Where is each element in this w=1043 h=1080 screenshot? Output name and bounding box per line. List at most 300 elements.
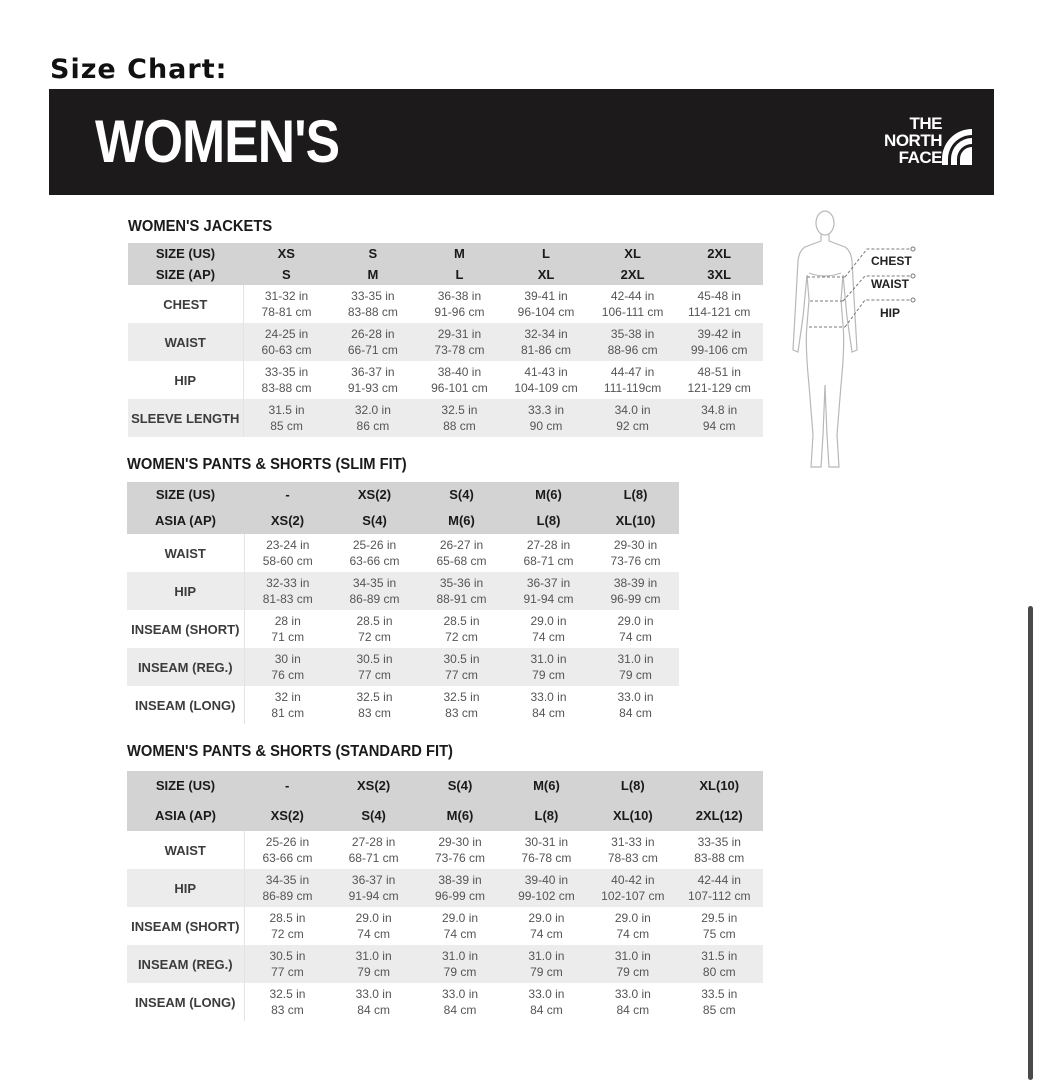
header-label: ASIA (AP)	[127, 801, 244, 831]
inches-value: 30.5 in	[269, 949, 306, 963]
size-header-cell: L(8)	[590, 771, 676, 801]
size-header-cell: XS	[243, 243, 330, 264]
slim-fit-size-table	[127, 482, 679, 724]
inches-value: 29.0 in	[442, 911, 479, 925]
measurement-cell	[330, 983, 416, 1021]
measurement-cell	[244, 572, 331, 610]
table-body	[127, 534, 679, 724]
inches-value: 32-33 in	[266, 576, 310, 590]
size-header-cell: XS(2)	[331, 482, 418, 508]
centimeters-value: 83 cm	[358, 706, 391, 720]
centimeters-value: 81-86 cm	[521, 343, 572, 357]
measurement-cell	[503, 945, 589, 983]
centimeters-value: 102-107 cm	[601, 889, 665, 903]
measurement-cell	[418, 572, 505, 610]
inches-value: 39-42 in	[697, 327, 741, 341]
inches-value: 38-40 in	[437, 365, 482, 379]
centimeters-value: 83 cm	[445, 706, 478, 720]
centimeters-value: 104-109 cm	[514, 381, 578, 395]
inches-value: 42-44 in	[610, 289, 655, 303]
centimeters-value: 88-91 cm	[436, 592, 487, 606]
centimeters-value: 86-89 cm	[349, 592, 400, 606]
size-header-cell: L(8)	[503, 801, 589, 831]
measurement-cell	[676, 983, 762, 1021]
inches-value: 36-37 in	[526, 576, 571, 590]
measurement-cell	[505, 648, 592, 686]
table-row	[128, 361, 763, 399]
measurement-cell	[417, 983, 503, 1021]
inches-value: 33.0 in	[442, 987, 479, 1001]
centimeters-value: 88-96 cm	[607, 343, 658, 357]
measurement-label: WAIST	[127, 534, 244, 572]
measurement-cell	[676, 323, 763, 361]
half-dome-icon	[940, 119, 974, 167]
header-row	[128, 264, 763, 285]
measurement-cell	[589, 285, 676, 323]
logo-line: FACE	[898, 148, 942, 167]
size-header-cell: L(8)	[505, 508, 592, 534]
centimeters-value: 83-88 cm	[694, 851, 745, 865]
size-header-cell: L	[416, 264, 503, 285]
centimeters-value: 83-88 cm	[347, 305, 398, 319]
size-header-cell: S(4)	[417, 771, 503, 801]
size-header-cell: XS(2)	[244, 508, 331, 534]
brand-logo	[839, 113, 974, 173]
inches-value: 25-26 in	[265, 835, 310, 849]
centimeters-value: 71 cm	[271, 630, 305, 644]
measurement-label: HIP	[127, 572, 244, 610]
centimeters-value: 72 cm	[271, 927, 304, 941]
centimeters-value: 72 cm	[358, 630, 391, 644]
centimeters-value: 74 cm	[443, 927, 477, 941]
measurement-label: INSEAM (SHORT)	[127, 610, 244, 648]
measurement-cell	[503, 323, 590, 361]
centimeters-value: 91-94 cm	[348, 889, 399, 903]
centimeters-value: 84 cm	[616, 1003, 650, 1017]
measurement-cell	[418, 686, 505, 724]
centimeters-value: 73-78 cm	[434, 343, 485, 357]
centimeters-value: 96-104 cm	[517, 305, 575, 319]
measurement-cell	[505, 534, 592, 572]
size-header-cell: L(8)	[592, 482, 679, 508]
measurement-cell	[330, 945, 416, 983]
table-row	[127, 610, 679, 648]
inches-value: 48-51 in	[697, 365, 741, 379]
body-measurement-diagram	[785, 205, 925, 475]
header-label: ASIA (AP)	[127, 508, 244, 534]
inches-value: 34-35 in	[352, 576, 397, 590]
centimeters-value: 80 cm	[702, 965, 736, 979]
size-header-cell: M(6)	[418, 508, 505, 534]
inches-value: 30 in	[274, 652, 301, 666]
size-header-cell: 2XL	[676, 243, 763, 264]
centimeters-value: 75 cm	[702, 927, 736, 941]
chest-label: CHEST	[871, 254, 912, 268]
centimeters-value: 76 cm	[271, 668, 305, 682]
inches-value: 35-38 in	[610, 327, 655, 341]
inches-value: 35-36 in	[439, 576, 484, 590]
table-row	[128, 285, 763, 323]
jackets-size-table	[128, 243, 763, 437]
measurement-cell	[503, 285, 590, 323]
measurement-cell	[590, 907, 676, 945]
size-header-cell: S(4)	[331, 508, 418, 534]
centimeters-value: 74 cm	[616, 927, 650, 941]
measurement-cell	[244, 648, 331, 686]
measurement-cell	[503, 361, 590, 399]
size-header-cell: S	[243, 264, 330, 285]
centimeters-value: 73-76 cm	[610, 554, 661, 568]
centimeters-value: 121-129 cm	[687, 381, 751, 395]
inches-value: 32.0 in	[354, 403, 391, 417]
inches-value: 31.0 in	[617, 652, 654, 666]
measurement-cell	[589, 323, 676, 361]
size-header-cell: XL(10)	[676, 771, 762, 801]
size-header-cell: XS(2)	[330, 771, 416, 801]
measurement-cell	[503, 907, 589, 945]
inches-value: 30.5 in	[356, 652, 393, 666]
centimeters-value: 96-99 cm	[435, 889, 486, 903]
measurement-cell	[244, 534, 331, 572]
brand-banner	[49, 89, 994, 195]
centimeters-value: 107-112 cm	[688, 889, 751, 903]
size-header-cell: XL	[589, 243, 676, 264]
measurement-cell	[676, 869, 762, 907]
centimeters-value: 68-71 cm	[348, 851, 399, 865]
measurement-cell	[417, 945, 503, 983]
centimeters-value: 111-119cm	[603, 381, 662, 395]
size-header-cell: 2XL	[589, 264, 676, 285]
inches-value: 32.5 in	[443, 690, 480, 704]
inches-value: 33.0 in	[617, 690, 654, 704]
measurement-cell	[676, 399, 763, 437]
inches-value: 30-31 in	[524, 835, 569, 849]
size-header-cell: -	[244, 482, 331, 508]
page-heading: Size Chart:	[50, 54, 228, 85]
inches-value: 23-24 in	[266, 538, 310, 552]
measurement-cell	[243, 323, 330, 361]
centimeters-value: 74 cm	[530, 927, 563, 941]
measurement-cell	[416, 399, 503, 437]
inches-value: 33.5 in	[701, 987, 738, 1001]
measurement-label: SLEEVE LENGTH	[128, 399, 243, 437]
inches-value: 26-28 in	[351, 327, 395, 341]
table-header	[127, 482, 679, 534]
measurement-cell	[676, 831, 762, 869]
measurement-cell	[416, 361, 503, 399]
inches-value: 29.0 in	[355, 911, 392, 925]
inches-value: 32.5 in	[441, 403, 478, 417]
centimeters-value: 90 cm	[529, 419, 563, 433]
inches-value: 38-39 in	[613, 576, 658, 590]
centimeters-value: 85 cm	[702, 1003, 736, 1017]
size-header-cell: M(6)	[505, 482, 592, 508]
measurement-cell	[331, 534, 418, 572]
centimeters-value: 74 cm	[619, 630, 652, 644]
centimeters-value: 91-93 cm	[347, 381, 398, 395]
inches-value: 28 in	[274, 614, 301, 628]
centimeters-value: 58-60 cm	[262, 554, 313, 568]
centimeters-value: 79 cm	[357, 965, 390, 979]
centimeters-value: 99-106 cm	[690, 343, 748, 357]
inches-value: 25-26 in	[352, 538, 397, 552]
measurement-label: HIP	[128, 361, 243, 399]
size-header-cell: XL	[503, 264, 590, 285]
table-row	[128, 399, 763, 437]
centimeters-value: 96-101 cm	[431, 381, 488, 395]
measurement-cell	[592, 572, 679, 610]
inches-value: 32.5 in	[356, 690, 393, 704]
measurement-label: INSEAM (SHORT)	[127, 907, 244, 945]
header-label: SIZE (US)	[127, 771, 244, 801]
size-header-cell: S	[330, 243, 417, 264]
measurement-cell	[331, 572, 418, 610]
measurement-cell	[676, 361, 763, 399]
measurement-cell	[330, 869, 416, 907]
measurement-cell	[503, 399, 590, 437]
inches-value: 33.0 in	[614, 987, 651, 1001]
centimeters-value: 94 cm	[702, 419, 736, 433]
measurement-cell	[503, 983, 589, 1021]
inches-value: 31.0 in	[442, 949, 479, 963]
size-header-cell: -	[244, 771, 330, 801]
inches-value: 31-32 in	[264, 289, 309, 303]
measurement-cell	[418, 610, 505, 648]
measurement-cell	[676, 907, 762, 945]
inches-value: 36-38 in	[437, 289, 482, 303]
table-row	[128, 323, 763, 361]
measurement-cell	[676, 285, 763, 323]
inches-value: 42-44 in	[697, 873, 741, 887]
centimeters-value: 74 cm	[532, 630, 565, 644]
size-header-cell: XL(10)	[592, 508, 679, 534]
measurement-cell	[416, 323, 503, 361]
measurement-cell	[330, 907, 416, 945]
inches-value: 33-35 in	[697, 835, 741, 849]
size-header-cell: XS(2)	[244, 801, 330, 831]
vertical-scrollbar[interactable]	[1028, 606, 1033, 1080]
centimeters-value: 96-99 cm	[610, 592, 661, 606]
inches-value: 30.5 in	[443, 652, 480, 666]
centimeters-value: 76-78 cm	[521, 851, 572, 865]
centimeters-value: 79 cm	[443, 965, 477, 979]
centimeters-value: 84 cm	[357, 1003, 390, 1017]
inches-value: 34-35 in	[265, 873, 310, 887]
inches-value: 31-33 in	[611, 835, 655, 849]
jackets-section-title: WOMEN'S JACKETS	[128, 218, 273, 235]
size-header-cell: S(4)	[330, 801, 416, 831]
inches-value: 33.0 in	[530, 690, 567, 704]
inches-value: 24-25 in	[264, 327, 309, 341]
inches-value: 33.0 in	[355, 987, 392, 1001]
inches-value: 29-31 in	[437, 327, 482, 341]
inches-value: 27-28 in	[351, 835, 396, 849]
measurement-cell	[244, 686, 331, 724]
inches-value: 45-48 in	[697, 289, 741, 303]
inches-value: 29.0 in	[530, 614, 567, 628]
centimeters-value: 114-121 cm	[687, 305, 751, 319]
centimeters-value: 60-63 cm	[261, 343, 312, 357]
standard-fit-section-title: WOMEN'S PANTS & SHORTS (STANDARD FIT)	[127, 743, 453, 760]
centimeters-value: 66-71 cm	[347, 343, 398, 357]
size-header-cell: L	[503, 243, 590, 264]
table-row	[127, 831, 763, 869]
centimeters-value: 74 cm	[357, 927, 390, 941]
inches-value: 32.5 in	[269, 987, 306, 1001]
inches-value: 40-42 in	[611, 873, 655, 887]
measurement-label: INSEAM (REG.)	[127, 648, 244, 686]
table-header	[127, 771, 763, 831]
measurement-cell	[331, 648, 418, 686]
measurement-cell	[505, 610, 592, 648]
measurement-cell	[590, 983, 676, 1021]
centimeters-value: 68-71 cm	[523, 554, 574, 568]
centimeters-value: 79 cm	[532, 668, 565, 682]
centimeters-value: 63-66 cm	[349, 554, 400, 568]
waist-label: WAIST	[871, 277, 909, 291]
measurement-cell	[592, 686, 679, 724]
banner-title: WOMEN'S	[95, 108, 340, 175]
measurement-cell	[244, 610, 331, 648]
measurement-cell	[416, 285, 503, 323]
inches-value: 29.0 in	[617, 614, 654, 628]
header-row	[127, 508, 679, 534]
measurement-cell	[243, 361, 330, 399]
measurement-cell	[244, 831, 330, 869]
measurement-cell	[503, 869, 589, 907]
inches-value: 44-47 in	[610, 365, 655, 379]
measurement-cell	[417, 869, 503, 907]
header-label: SIZE (US)	[127, 482, 244, 508]
logo-line: NORTH	[884, 131, 942, 150]
inches-value: 29.0 in	[528, 911, 565, 925]
female-silhouette-icon	[785, 205, 925, 475]
inches-value: 38-39 in	[438, 873, 482, 887]
inches-value: 28.5 in	[443, 614, 480, 628]
inches-value: 26-27 in	[439, 538, 484, 552]
slim-fit-section-title: WOMEN'S PANTS & SHORTS (SLIM FIT)	[127, 456, 407, 473]
measurement-cell	[243, 399, 330, 437]
measurement-label: HIP	[127, 869, 244, 907]
centimeters-value: 84 cm	[443, 1003, 477, 1017]
centimeters-value: 79 cm	[616, 965, 650, 979]
measurement-cell	[330, 323, 417, 361]
size-header-cell: M(6)	[417, 801, 503, 831]
centimeters-value: 106-111 cm	[601, 305, 664, 319]
table-row	[127, 572, 679, 610]
header-row	[127, 482, 679, 508]
measurement-cell	[589, 361, 676, 399]
measurement-cell	[330, 399, 417, 437]
centimeters-value: 77 cm	[358, 668, 391, 682]
inches-value: 31.5 in	[268, 403, 305, 417]
measurement-label: INSEAM (LONG)	[127, 983, 244, 1021]
measurement-cell	[592, 534, 679, 572]
inches-value: 32 in	[274, 690, 301, 704]
centimeters-value: 77 cm	[271, 965, 304, 979]
inches-value: 31.0 in	[614, 949, 651, 963]
centimeters-value: 88 cm	[443, 419, 476, 433]
table-row	[127, 686, 679, 724]
inches-value: 31.5 in	[701, 949, 738, 963]
size-header-cell: XL(10)	[590, 801, 676, 831]
table-row	[127, 534, 679, 572]
centimeters-value: 84 cm	[619, 706, 652, 720]
inches-value: 29-30 in	[613, 538, 658, 552]
measurement-cell	[244, 907, 330, 945]
header-label: SIZE (AP)	[128, 264, 243, 285]
measurement-label: INSEAM (LONG)	[127, 686, 244, 724]
inches-value: 28.5 in	[269, 911, 306, 925]
measurement-cell	[331, 610, 418, 648]
size-header-cell: M(6)	[503, 771, 589, 801]
inches-value: 34.0 in	[614, 403, 651, 417]
measurement-cell	[330, 831, 416, 869]
centimeters-value: 77 cm	[445, 668, 478, 682]
centimeters-value: 91-96 cm	[434, 305, 485, 319]
measurement-cell	[503, 831, 589, 869]
header-row	[128, 243, 763, 264]
inches-value: 33.0 in	[528, 987, 565, 1001]
measurement-cell	[417, 907, 503, 945]
logo-text	[884, 115, 942, 166]
inches-value: 28.5 in	[356, 614, 393, 628]
size-header-cell: 2XL(12)	[676, 801, 762, 831]
inches-value: 31.0 in	[355, 949, 392, 963]
centimeters-value: 84 cm	[530, 1003, 563, 1017]
centimeters-value: 78-83 cm	[607, 851, 658, 865]
table-row	[127, 983, 763, 1021]
measurement-label: CHEST	[128, 285, 243, 323]
standard-fit-size-table	[127, 771, 763, 1021]
table-row	[127, 869, 763, 907]
centimeters-value: 79 cm	[619, 668, 652, 682]
centimeters-value: 81-83 cm	[262, 592, 313, 606]
measurement-label: WAIST	[127, 831, 244, 869]
logo-line: THE	[909, 114, 942, 133]
table-header	[128, 243, 763, 285]
inches-value: 33.3 in	[528, 403, 565, 417]
inches-value: 33-35 in	[264, 365, 309, 379]
inches-value: 39-40 in	[524, 873, 569, 887]
centimeters-value: 81 cm	[271, 706, 305, 720]
measurement-cell	[417, 831, 503, 869]
table-row	[127, 648, 679, 686]
measurement-cell	[244, 869, 330, 907]
centimeters-value: 72 cm	[445, 630, 478, 644]
centimeters-value: 63-66 cm	[262, 851, 313, 865]
inches-value: 36-37 in	[351, 873, 396, 887]
measurement-cell	[505, 686, 592, 724]
measurement-cell	[589, 399, 676, 437]
measurement-cell	[418, 534, 505, 572]
centimeters-value: 83 cm	[271, 1003, 304, 1017]
size-header-cell: S(4)	[418, 482, 505, 508]
inches-value: 31.0 in	[528, 949, 565, 963]
measurement-cell	[590, 945, 676, 983]
inches-value: 36-37 in	[351, 365, 395, 379]
measurement-cell	[590, 869, 676, 907]
measurement-cell	[331, 686, 418, 724]
centimeters-value: 78-81 cm	[261, 305, 312, 319]
measurement-cell	[676, 945, 762, 983]
measurement-cell	[330, 361, 417, 399]
measurement-cell	[243, 285, 330, 323]
header-label: SIZE (US)	[128, 243, 243, 264]
inches-value: 41-43 in	[524, 365, 568, 379]
centimeters-value: 83-88 cm	[261, 381, 312, 395]
centimeters-value: 73-76 cm	[435, 851, 486, 865]
